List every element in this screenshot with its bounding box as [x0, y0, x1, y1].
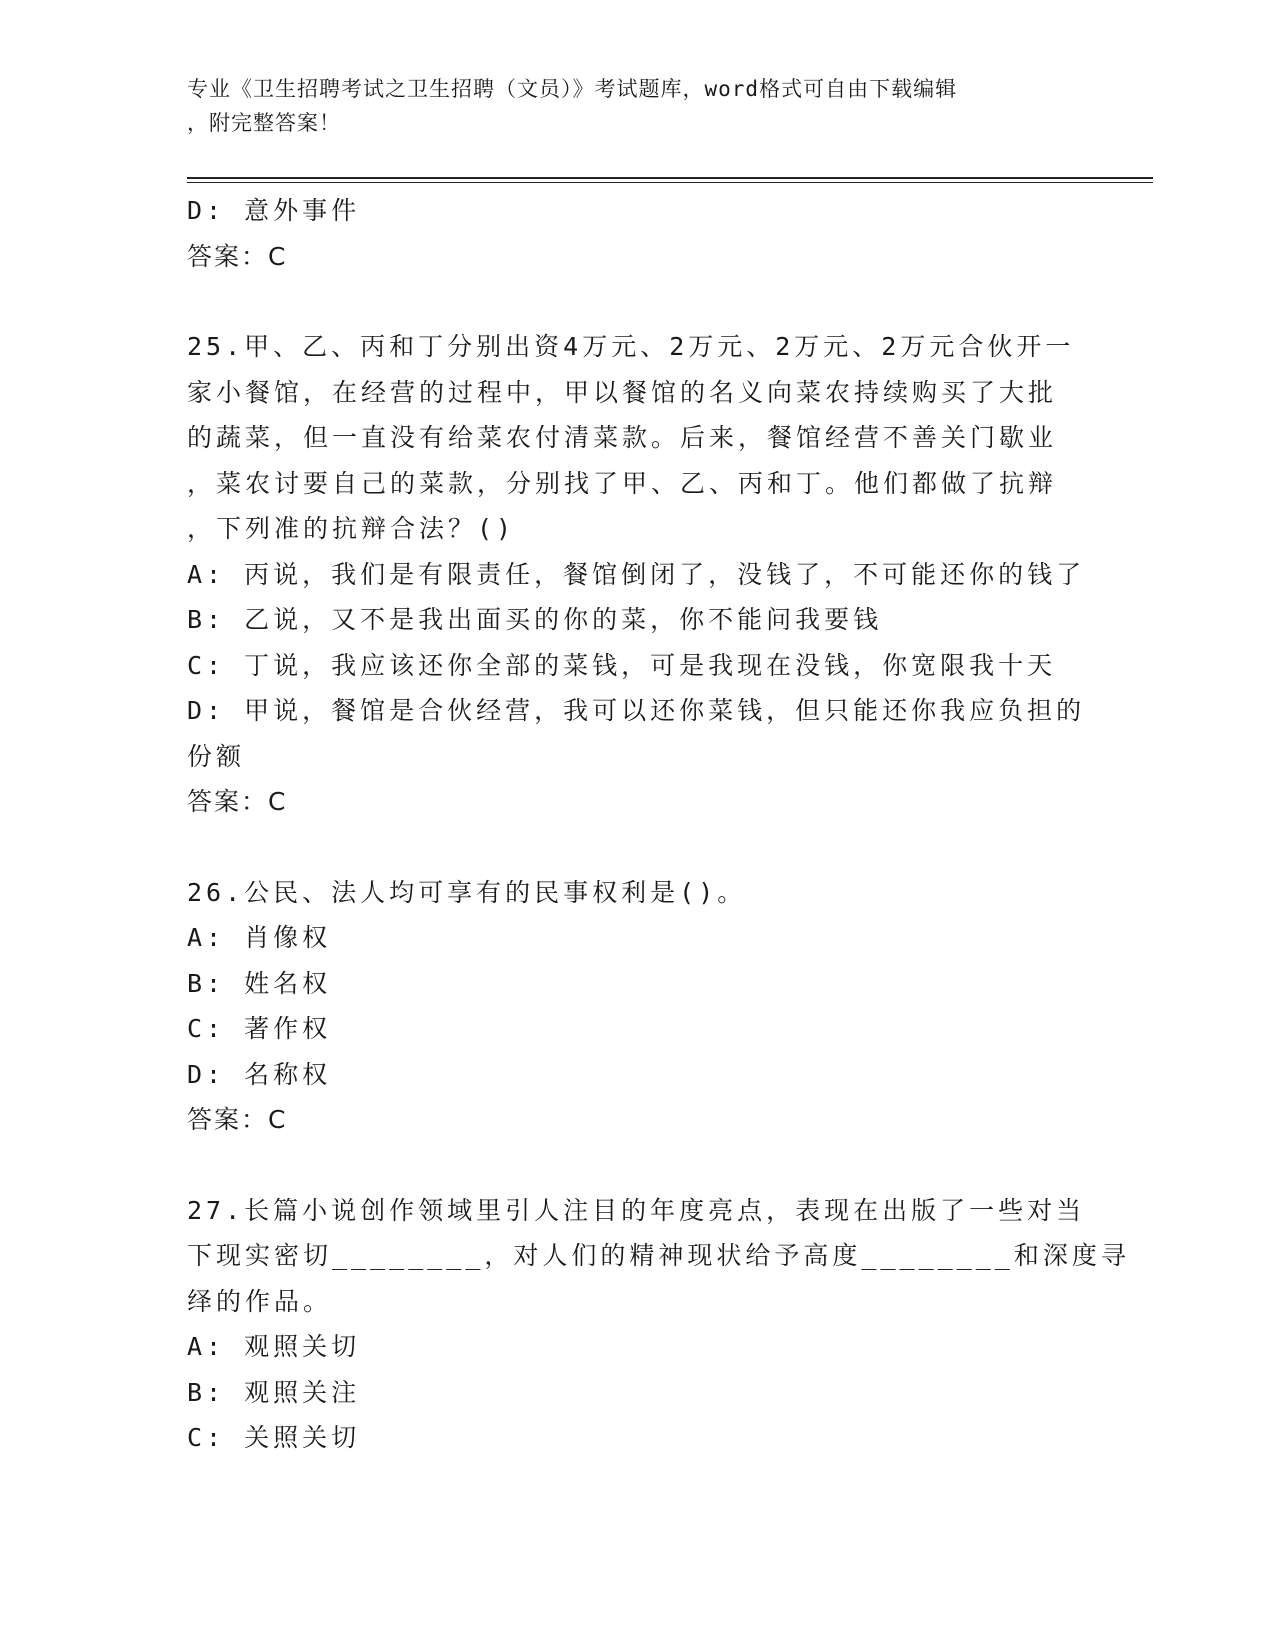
option-d-continued: 份额 — [187, 741, 246, 771]
question-list — [187, 188, 1130, 1461]
option-c: C: 丁说，我应该还你全部的菜钱，可是我现在没钱，你宽限我十天 — [187, 650, 1057, 680]
option-b: B: 姓名权 — [187, 968, 332, 998]
question-stem-line: 家小餐馆，在经营的过程中，甲以餐馆的名义向菜农持续购买了大批 — [187, 377, 1058, 407]
option-b: B: 观照关注 — [187, 1377, 361, 1407]
option-b: B: 乙说，又不是我出面买的你的菜，你不能问我要钱 — [187, 605, 883, 634]
answer: 答案：C — [187, 241, 288, 271]
option-d: D: 名称权 — [187, 1059, 332, 1089]
question-stem: 26.公民、法人均可享有的民事权利是()。 — [187, 877, 747, 907]
previous-question-tail — [187, 188, 1087, 279]
option-a: A: 肖像权 — [187, 923, 332, 952]
option-c: C: 著作权 — [187, 1014, 332, 1043]
question-stem-line: 下现实密切________，对人们的精神现状给予高度________和深度寻 — [187, 1241, 1130, 1270]
answer: 答案：C — [187, 1105, 288, 1134]
question-stem-line: 绎的作品。 — [187, 1286, 333, 1316]
header-divider — [187, 177, 1153, 183]
spacer — [187, 825, 1087, 870]
question-26 — [187, 870, 1087, 1143]
question-stem-line: 的蔬菜，但一直没有给菜农付清菜款。后来，餐馆经营不善关门歇业 — [187, 423, 1058, 452]
question-27 — [187, 1188, 1130, 1461]
question-stem-line: 27.长篇小说创作领域里引人注目的年度亮点，表现在出版了一些对当 — [187, 1195, 1086, 1225]
option-d: D: 意外事件 — [187, 196, 361, 225]
question-25 — [187, 324, 1087, 825]
question-stem-line: ，菜农讨要自己的菜款，分别找了甲、乙、丙和丁。他们都做了抗辩 — [187, 468, 1058, 498]
question-stem-line: 25.甲、乙、丙和丁分别出资4万元、2万元、2万元、2万元合伙开一 — [187, 332, 1075, 361]
option-a: A: 观照关切 — [187, 1332, 361, 1361]
option-d: D: 甲说，餐馆是合伙经营，我可以还你菜钱，但只能还你我应负担的 — [187, 696, 1086, 725]
spacer — [187, 279, 1087, 324]
option-a: A: 丙说，我们是有限责任，餐馆倒闭了，没钱了，不可能还你的钱了 — [187, 559, 1086, 589]
header-line-2: ，附完整答案！ — [187, 111, 341, 135]
document-header — [187, 72, 1067, 140]
header-line-1: 专业《卫生招聘考试之卫生招聘（文员）》考试题库，word格式可自由下载编辑 — [187, 77, 958, 101]
answer: 答案：C — [187, 787, 288, 816]
question-stem-line: ，下列准的抗辩合法？() — [187, 514, 516, 543]
spacer — [187, 1143, 1087, 1188]
option-c: C: 关照关切 — [187, 1423, 361, 1452]
